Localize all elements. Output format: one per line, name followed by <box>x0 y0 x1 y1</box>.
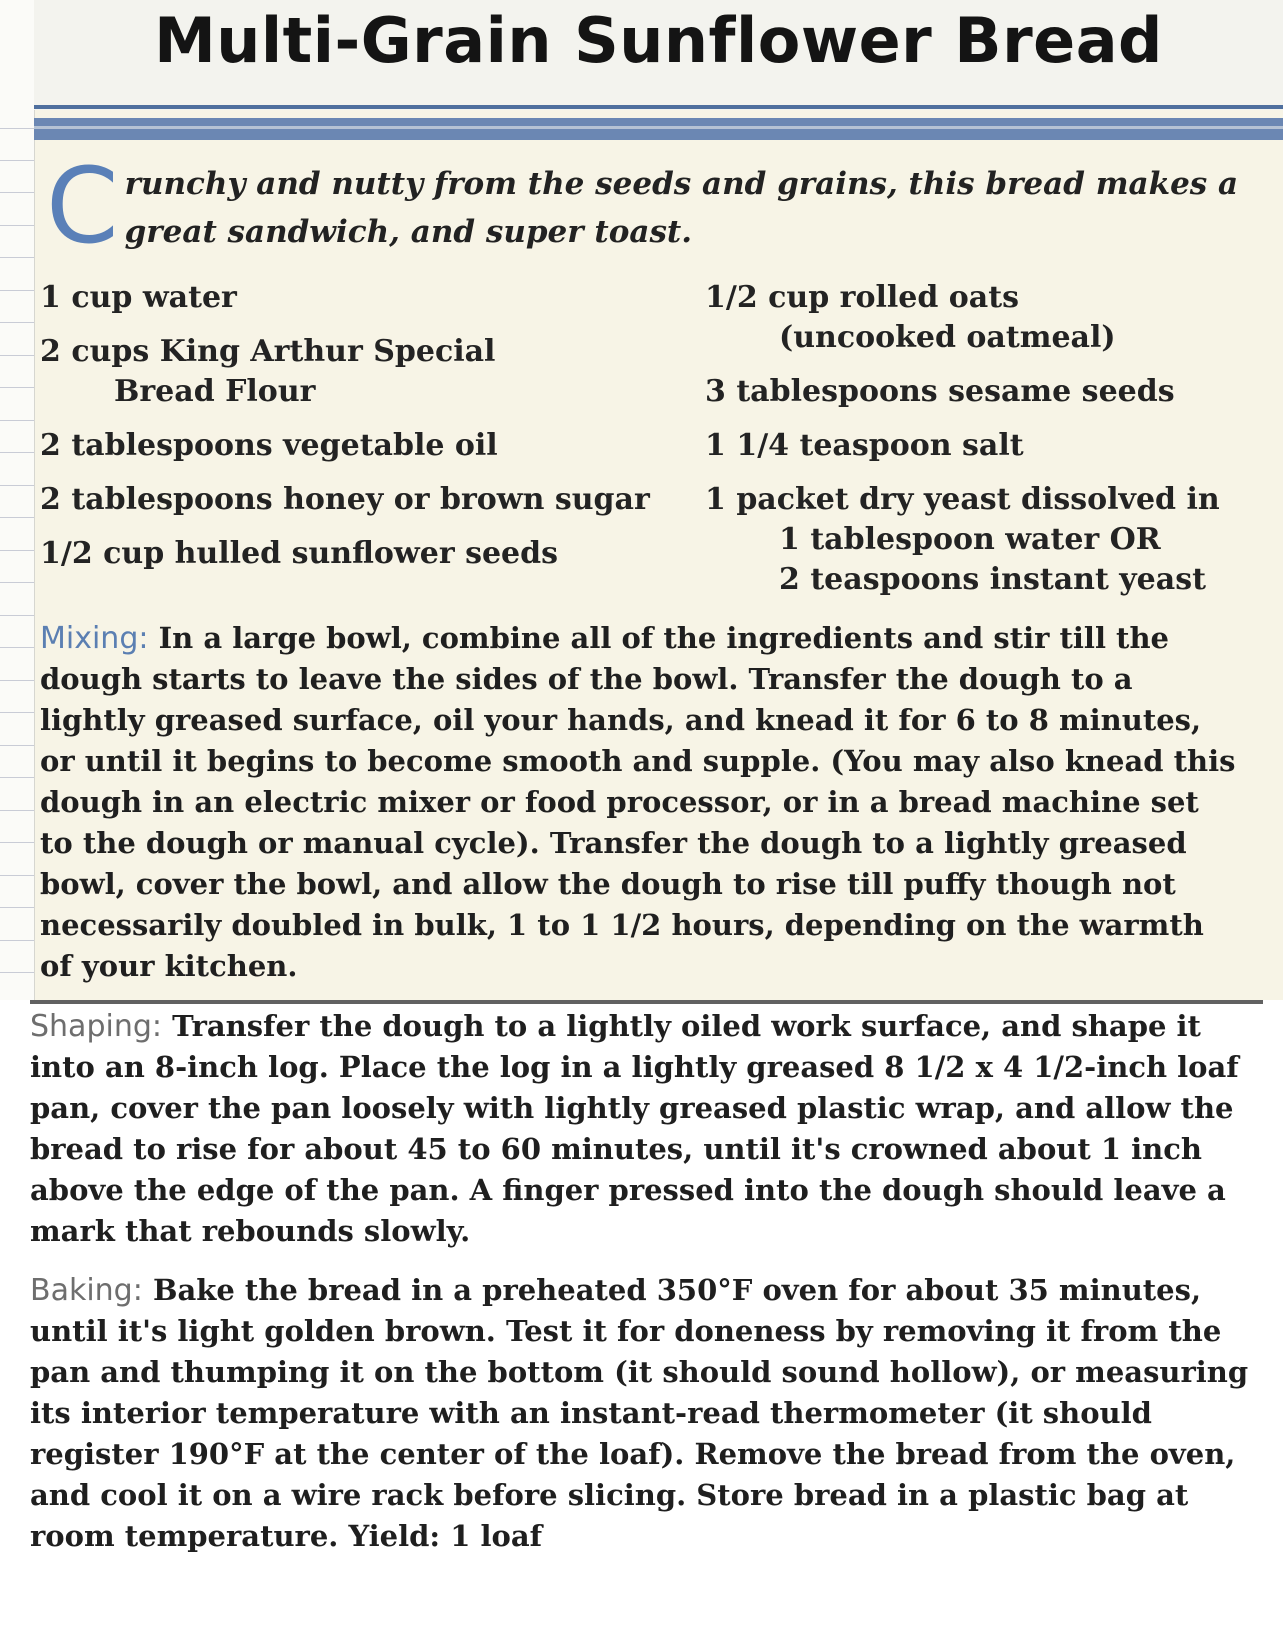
recipe-intro <box>46 145 1256 267</box>
drop-cap: C <box>46 145 119 267</box>
baking-text: Bake the bread in a preheated 350°F oven for about 35 minutes, until it's light golden brown. Test it for doneness by removing it from the pan and thumping it on the bottom (it should sound hollow), or measuring its interior temperature with an instant-read thermometer (it should register 190°F at the center of the loaf). Remove the bread from the oven, and cool it on a wire rack before slicing. Store bread in a plastic bag at room temperature. Yield: 1 loaf <box>30 1273 1249 1553</box>
ingredient-item <box>705 480 1265 600</box>
intro-text: runchy and nutty from the seeds and grains, this bread makes a great sandwich, and super toast. <box>124 166 1239 250</box>
shaping-section <box>30 1006 1250 1252</box>
ingredient-item <box>40 278 680 318</box>
clipping-edge-line <box>30 1000 1263 1004</box>
title-rule-thin <box>34 105 1283 109</box>
ingredient-line: 1/2 cup rolled oats <box>705 280 1019 315</box>
ingredient-continuation: (uncooked oatmeal) <box>779 320 1116 355</box>
ingredient-line: 2 cups King Arthur Special <box>40 334 496 369</box>
ingredient-item <box>40 534 680 574</box>
ingredient-continuation: 2 teaspoons instant yeast <box>779 562 1206 597</box>
ingredient-line: 1/2 cup hulled sunflower seeds <box>40 536 558 571</box>
recipe-title: Multi-Grain Sunflower Bread <box>154 4 1163 77</box>
shaping-text: Transfer the dough to a lightly oiled work surface, and shape it into an 8-inch log. Place the log in a lightly greased 8 1/2 x 4 1/2-inch loaf pan, cover the pan loosely with lightly greased plastic wrap, and allow the bread to rise for about 45 to 60 minutes, until it's crowned about 1 inch above the edge of the pan. A finger pressed into the dough should leave a mark that rebounds slowly. <box>30 1009 1239 1248</box>
ingredient-line: 1 cup water <box>40 280 237 315</box>
ingredient-line: 3 tablespoons sesame seeds <box>705 374 1175 409</box>
ingredient-item <box>40 332 680 412</box>
baking-section <box>30 1270 1250 1557</box>
ingredient-item <box>40 426 680 466</box>
ingredient-item <box>705 278 1265 358</box>
mixing-section <box>40 618 1240 987</box>
mixing-text: In a large bowl, combine all of the ingredients and stir till the dough starts to leave the sides of the bowl. Transfer the dough to a lightly greased surface, oil your hands, and knead it for 6 to 8 minutes, or until it begins to become smooth and supple. (You may also knead this dough in an electric mixer or food processor, or in a bread machine set to the dough or manual cycle). Transfer the dough to a lightly greased bowl, cover the bowl, and allow the dough to rise till puffy though not necessarily doubled in bulk, 1 to 1 1/2 hours, depending on the warmth of your kitchen. <box>40 621 1236 983</box>
ingredient-continuation: 1 tablespoon water OR <box>779 522 1161 557</box>
ingredients-right-column <box>705 278 1265 614</box>
ledger-paper-edge <box>0 0 35 1000</box>
ingredients-left-column <box>40 278 680 588</box>
ingredient-line: 1 1/4 teaspoon salt <box>705 428 1024 463</box>
mixing-label: Mixing: <box>40 621 149 656</box>
title-rule-thick <box>34 118 1283 140</box>
ingredient-line: 1 packet dry yeast dissolved in <box>705 482 1220 517</box>
ingredient-item <box>705 372 1265 412</box>
ingredient-item <box>40 480 680 520</box>
ingredient-line: 2 tablespoons vegetable oil <box>40 428 498 463</box>
ingredient-line: 2 tablespoons honey or brown sugar <box>40 482 650 517</box>
ingredient-continuation: Bread Flour <box>114 374 316 409</box>
shaping-label: Shaping: <box>30 1009 162 1044</box>
ingredient-item <box>705 426 1265 466</box>
baking-label: Baking: <box>30 1273 143 1308</box>
